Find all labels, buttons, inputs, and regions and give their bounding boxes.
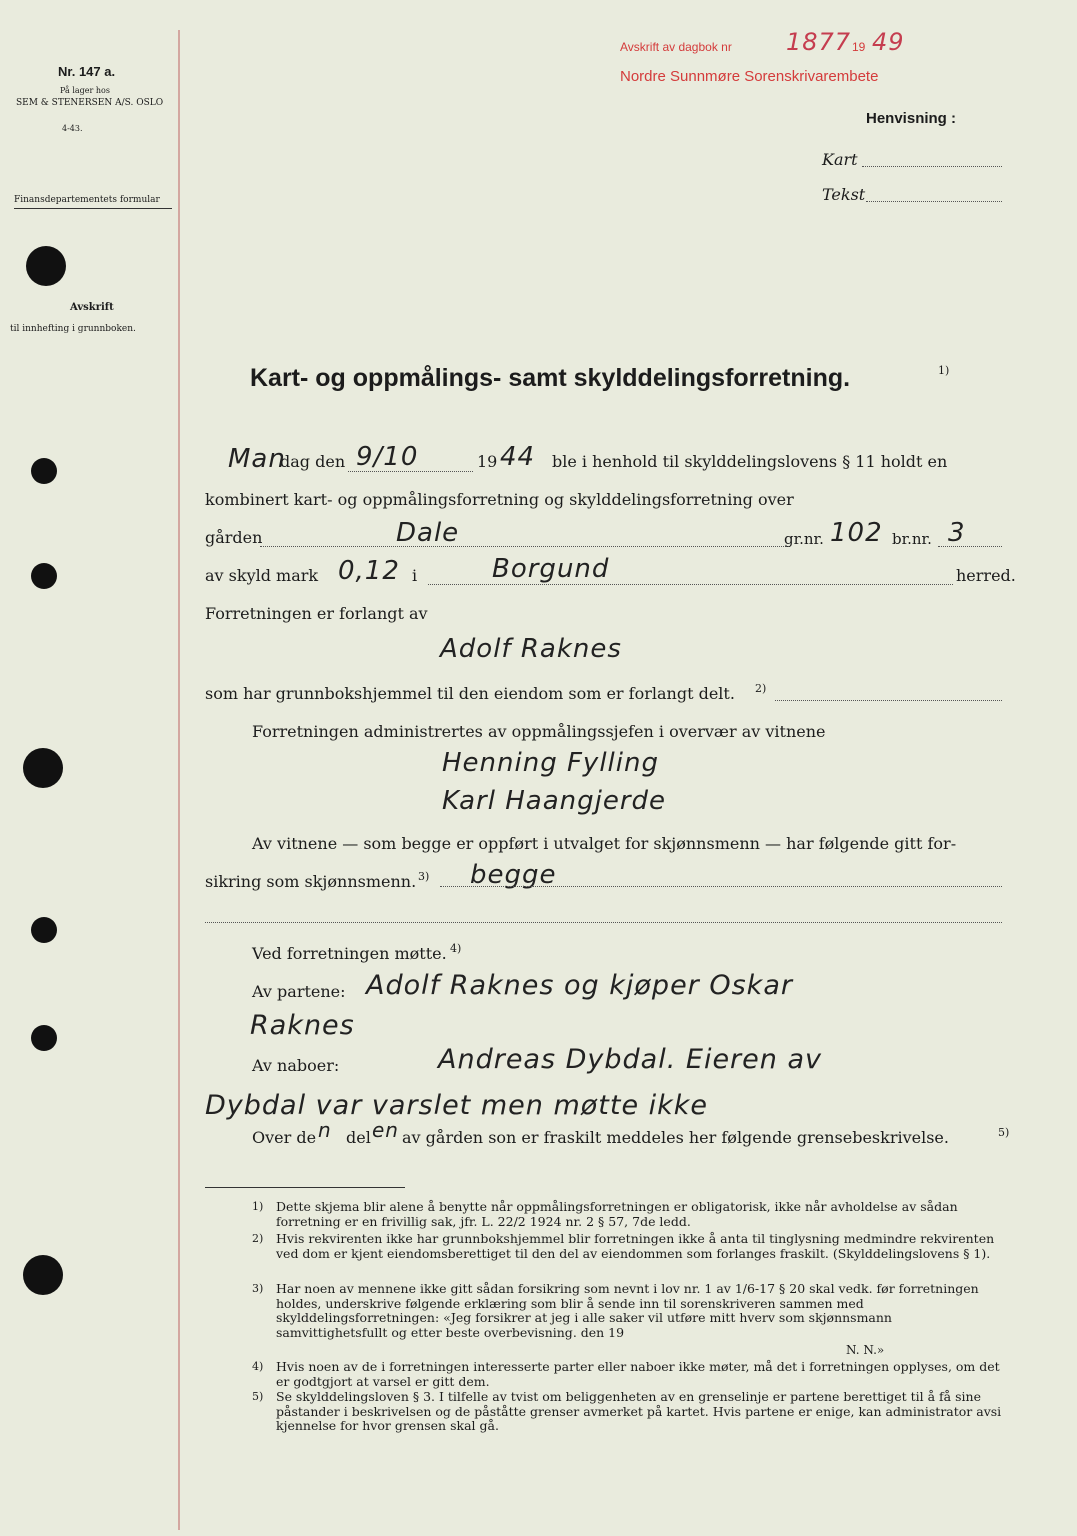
year-prefix: 19 <box>477 452 498 471</box>
herred-handwritten: Borgund <box>492 554 610 584</box>
footnote-signature: N. N.» <box>846 1343 885 1357</box>
partene-label: Av partene: <box>252 982 346 1001</box>
grnr-handwritten: 102 <box>830 518 883 548</box>
vitnene-fill-line <box>440 886 1002 887</box>
footnote-number: 3) <box>252 1282 264 1295</box>
day-handwritten: Man <box>228 444 286 474</box>
naboer-label: Av naboer: <box>252 1056 340 1075</box>
line1-text: ble i henhold til skylddelingslovens § 11 holdt en <box>552 452 948 471</box>
stamp-dagbok-number: 1877 <box>786 28 852 56</box>
kart-fill-line <box>862 166 1002 167</box>
skyld-label: av skyld mark <box>205 566 319 585</box>
grunnbok-text: som har grunnbokshjemmel til den eiendom som er forlangt delt. <box>205 684 735 703</box>
witness2-handwritten: Karl Haangjerde <box>442 786 667 816</box>
publisher-name: SEM & STENERSEN A/S. OSLO <box>16 98 164 108</box>
brnr-handwritten: 3 <box>948 518 966 548</box>
stamp-line1: Avskrift av dagbok nr <box>620 40 732 54</box>
dept-label: Finansdepartementets formular <box>14 195 160 205</box>
footnote-text: Dette skjema blir alene å benytte når oppmålingsforretningen er obligatorisk, ikke når avholdelse av sådan forretning er en frivillig sak, jfr. L. 22/2 1924 nr. 2 § 57, 7de ledd. <box>276 1199 958 1229</box>
forlangt-handwritten: Adolf Raknes <box>440 634 622 664</box>
blank-fill-line <box>205 922 1002 923</box>
brnr-fill-line <box>938 546 1002 547</box>
footnote-text: Se skylddelingsloven § 3. I tilfelle av tvist om beliggenheten av en grenselinje er partene berettiget til å få sine påstander i beskrivelsen og de påståtte grenser avmerket på kartet. Hvis partene er enige, kan administrator avsi kjennelse for hvor grensen skal gå. <box>276 1389 1002 1434</box>
stamp-year-prefix: 19 <box>852 40 866 54</box>
footnote-text: Hvis noen av de i forretningen interesserte parter eller naboer ikke møter, må det i forretningen opplyses, om det er godtgjort at varsel er gitt dem. <box>276 1359 1000 1389</box>
footnote-number: 4) <box>252 1360 264 1373</box>
grunnbok-footnote-ref: 2) <box>755 682 767 695</box>
grunnbok-fill-line <box>775 700 1002 701</box>
henvisning-tekst: Tekst <box>822 185 866 204</box>
admin-text: Forretningen administrertes av oppmålingssjefen i overvær av vitnene <box>252 722 826 741</box>
henvisning-kart: Kart <box>822 150 858 169</box>
partene-handwritten-line1: Adolf Raknes og kjøper Oskar <box>366 970 793 1001</box>
form-number: Nr. 147 a. <box>58 64 116 79</box>
title-footnote-ref: 1) <box>938 364 950 377</box>
date-code: 4-43. <box>62 124 83 133</box>
skyld-handwritten: 0,12 <box>338 556 400 586</box>
vitnene-text-line2: sikring som skjønnsmenn. <box>205 872 417 891</box>
dept-rule <box>14 208 172 209</box>
brnr-label: br.nr. <box>892 530 932 548</box>
henvisning-label: Henvisning : <box>866 110 957 127</box>
motte-footnote-ref: 4) <box>450 942 462 955</box>
footnote-text: Har noen av mennene ikke gitt sådan forsikring som nevnt i lov nr. 1 av 1/6-17 § 20 skal vedk. før forretningen holdes, underskrive følgende erklæring som blir å sende inn til sorenskriveren sammen med skylddelingsforretningen: «Jeg forsikrer at jeg i alle saker vil utføre mitt hverv som skjønnsmann samvittighetsfullt og etter beste overbevisning. den 19 <box>276 1281 979 1340</box>
stamp-office: Nordre Sunnmøre Sorenskrivarembete <box>620 68 879 85</box>
vitnene-handwritten: begge <box>470 860 557 890</box>
line2-text: kombinert kart- og oppmålingsforretning og skylddelingsforretning over <box>205 490 794 509</box>
punch-hole <box>23 748 63 788</box>
margin-rule <box>178 30 180 1530</box>
tekst-fill-line <box>866 201 1002 202</box>
naboer-handwritten-line1: Andreas Dybdal. Eieren av <box>438 1044 822 1075</box>
punch-hole <box>31 1025 57 1051</box>
over-label-b: del <box>346 1128 371 1147</box>
vitnene-text-line1: Av vitnene — som begge er oppført i utvalget for skjønnsmenn — har følgende gitt for- <box>252 834 957 853</box>
punch-hole <box>31 917 57 943</box>
document-title: Kart- og oppmålings- samt skylddelingsforretning. <box>250 364 851 392</box>
grnr-label: gr.nr. <box>784 530 824 548</box>
stamp-year: 49 <box>872 28 905 56</box>
punch-hole <box>31 458 57 484</box>
punch-hole <box>23 1255 63 1295</box>
over-label-c: av gården son er fraskilt meddeles her følgende grensebeskrivelse. <box>402 1128 949 1147</box>
over-label-a: Over de <box>252 1128 317 1147</box>
naboer-handwritten-line2: Dybdal var varslet men møtte ikke <box>205 1090 709 1121</box>
i-label: i <box>412 566 418 585</box>
footnote-number: 5) <box>252 1390 264 1403</box>
punch-hole <box>31 563 57 589</box>
over-footnote-ref: 5) <box>998 1126 1010 1139</box>
partene-handwritten-line2: Raknes <box>250 1010 355 1041</box>
forlangt-label: Forretningen er forlangt av <box>205 604 428 623</box>
footnote-divider <box>205 1187 405 1188</box>
garden-handwritten: Dale <box>396 518 460 548</box>
year-handwritten: 44 <box>500 442 536 472</box>
publisher-line: På lager hos <box>60 86 110 95</box>
garden-label: gården <box>205 528 263 547</box>
herred-label: herred. <box>956 566 1016 585</box>
footnote-text: Hvis rekvirenten ikke har grunnbokshjemmel blir forretningen ikke å anta til tinglysning medmindre rekvirenten ved dom er kjent eiendomsberettiget til den del av eiendommen som forlanges fraskilt. (Skylddelingslovens § 1). <box>276 1231 995 1261</box>
day-label: dag den <box>280 452 346 471</box>
motte-text: Ved forretningen møtte. <box>252 944 447 963</box>
over-handwritten-1: n <box>318 1118 332 1142</box>
avskrift-label: Avskrift <box>70 302 114 313</box>
herred-fill-line <box>428 584 953 585</box>
footnote-number: 2) <box>252 1232 264 1245</box>
purpose-label: til innhefting i grunnboken. <box>10 324 136 334</box>
footnote-number: 1) <box>252 1200 264 1213</box>
date-handwritten: 9/10 <box>356 442 419 472</box>
over-handwritten-2: en <box>372 1118 399 1142</box>
vitnene-footnote-ref: 3) <box>418 870 430 883</box>
punch-hole <box>26 246 66 286</box>
garden-fill-line <box>260 546 790 547</box>
witness1-handwritten: Henning Fylling <box>442 748 659 778</box>
